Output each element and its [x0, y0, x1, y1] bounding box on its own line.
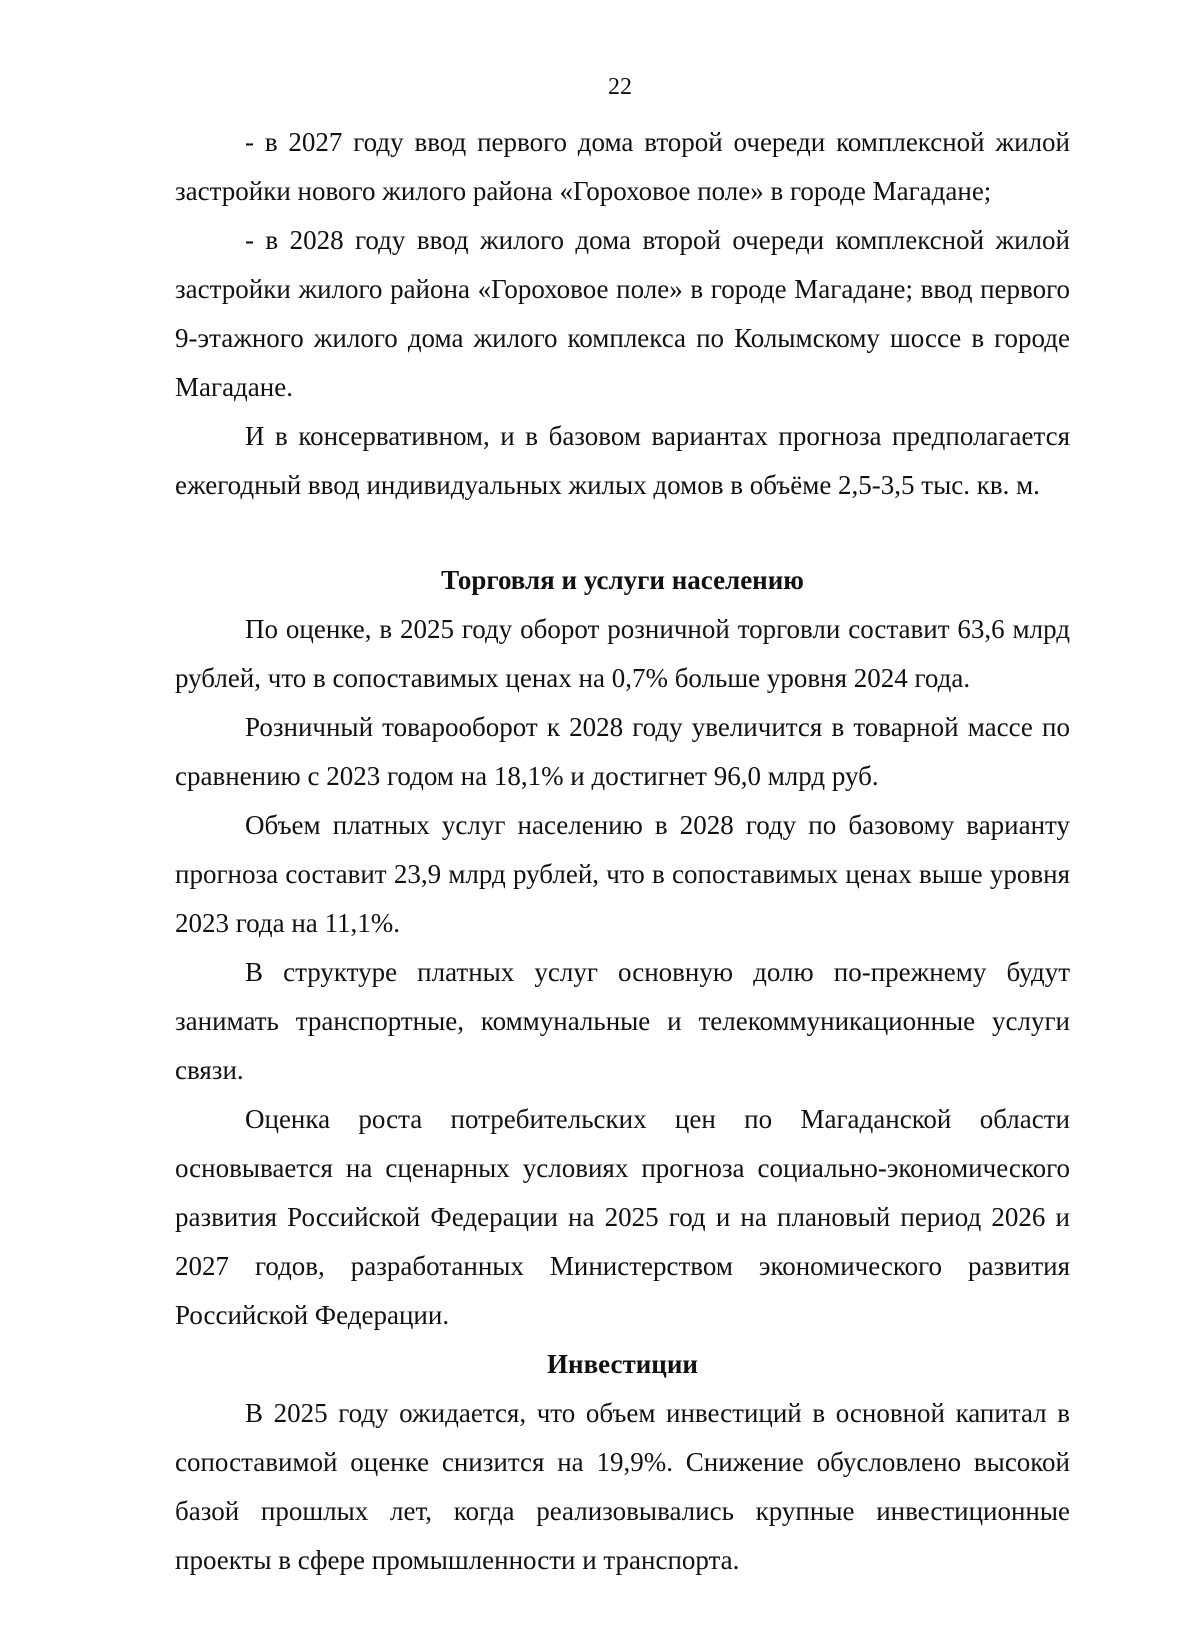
paragraph: Объем платных услуг населению в 2028 году по базовому варианту прогноза составит 23,9 млрд рублей, что в сопоставимых ценах выше уровня 2023 года на 11,1%. — [175, 810, 1070, 938]
paragraph: И в консервативном, и в базовом вариантах прогноза предполагается ежегодный ввод индивидуальных жилых домов в объёме 2,5-3,5 тыс. кв. м. — [175, 421, 1070, 500]
paragraph: - в 2027 году ввод первого дома второй очереди комплексной жилой застройки нового жилого района «Гороховое поле» в городе Магадане; — [175, 127, 1070, 206]
paragraph: - в 2028 году ввод жилого дома второй очереди комплексной жилой застройки жилого района «Гороховое поле» в городе Магадане; ввод первого 9-этажного жилого дома жилого комплекса по Колымскому шоссе в городе Магадане. — [175, 225, 1070, 402]
paragraph: По оценке, в 2025 году оборот розничной торговли составит 63,6 млрд рублей, что в сопоставимых ценах на 0,7% больше уровня 2024 года. — [175, 614, 1070, 693]
page-number: 22 — [608, 74, 632, 100]
section-heading-trade: Торговля и услуги населению — [441, 565, 804, 595]
paragraph: Розничный товарооборот к 2028 году увеличится в товарной массе по сравнению с 2023 годом на 18,1% и достигнет 96,0 млрд руб. — [175, 712, 1070, 791]
paragraph: В 2025 году ожидается, что объем инвестиций в основной капитал в сопоставимой оценке снизится на 19,9%. Снижение обусловлено высокой базой прошлых лет, когда реализовывались крупные инвестиционные проекты в сфере промышленности и транспорта. — [175, 1398, 1070, 1575]
paragraph: Оценка роста потребительских цен по Магаданской области основывается на сценарных условиях прогноза социально-экономического развития Российской Федерации на 2025 год и на плановый период 2026 и 2027 годов, разработанных Министерством экономического развития Российской Федерации. — [175, 1104, 1070, 1330]
paragraph: В структуре платных услуг основную долю по-прежнему будут занимать транспортные, коммунальные и телекоммуникационные услуги связи. — [175, 957, 1070, 1085]
document-body — [175, 118, 1070, 1585]
section-heading-investments: Инвестиции — [547, 1349, 698, 1379]
